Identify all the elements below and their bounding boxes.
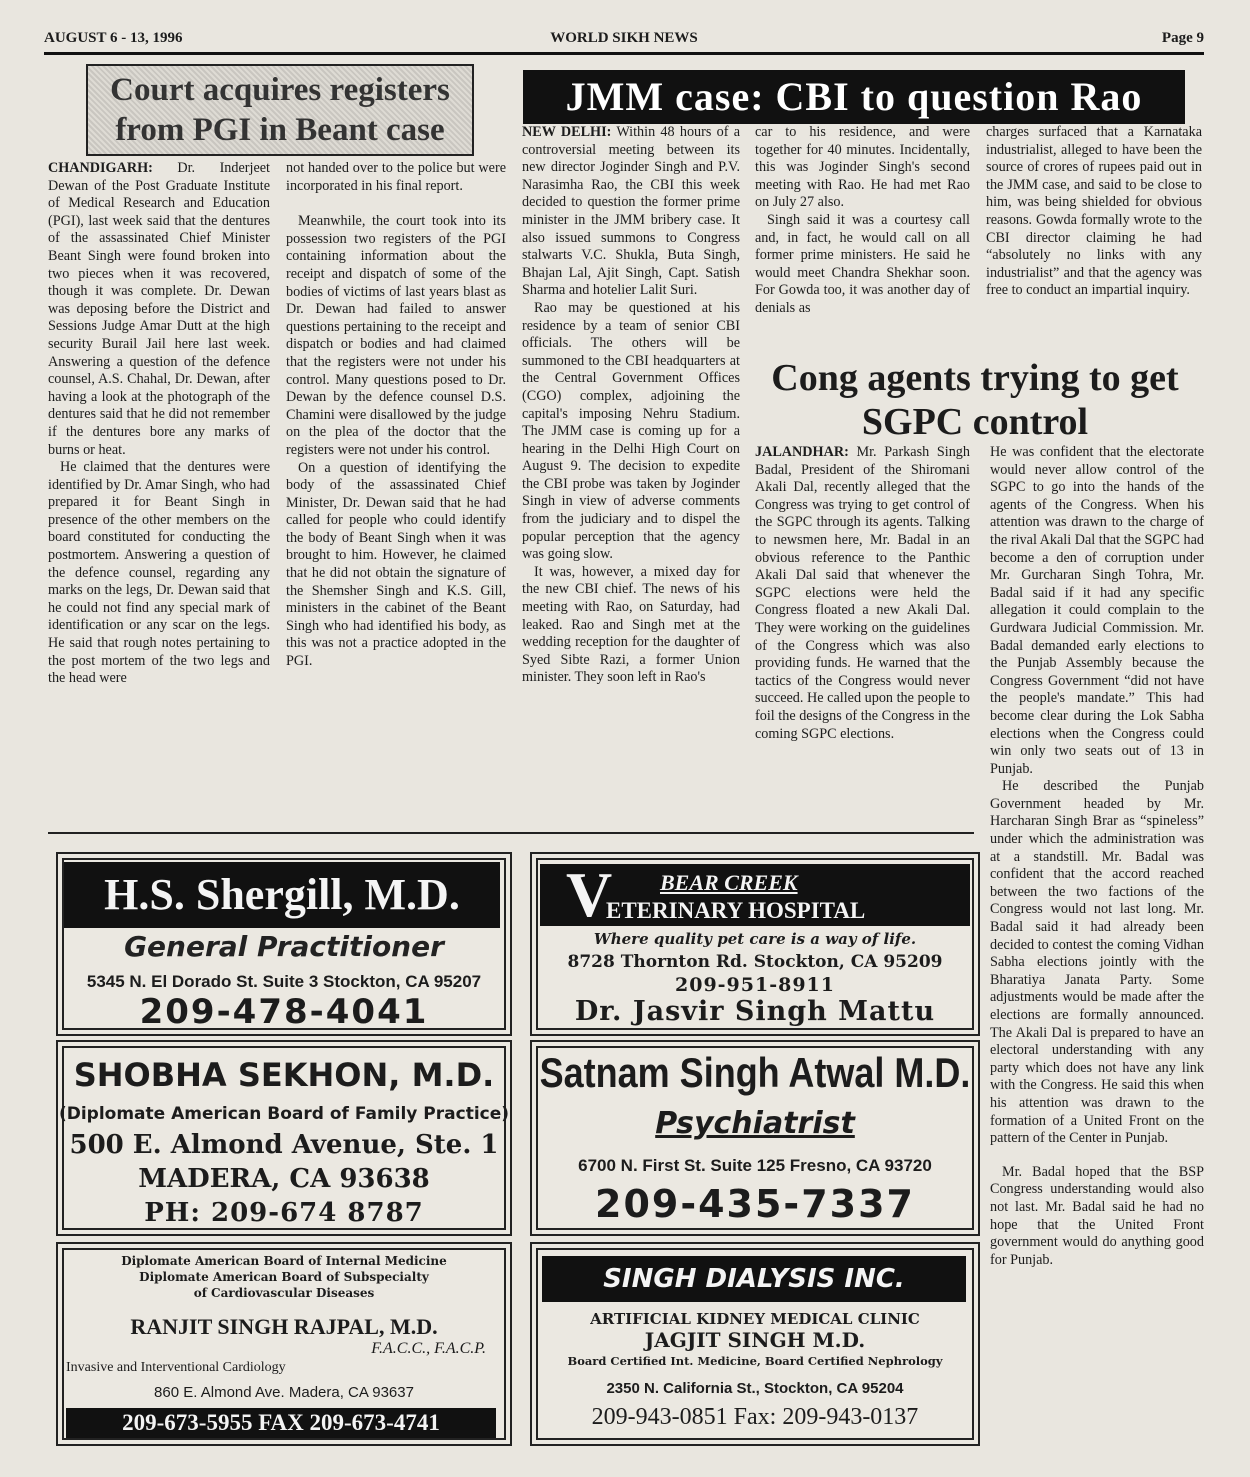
sgpc-paragraph: He described the Punjab Government headed by Mr. Harcharan Singh Brar as “spineless” under which the administration was at a standstill. Mr. Badal was confident that the accord reached between the two factions of the Congress would not last long. Mr. Badal said it had already been decided to contest the coming Vidhan Sabha elections jointly with the Bharatiya Janata Party. Some adjustments would be made after the elections are formally announced. The Akali Dal is prepared to have an electoral understanding with any party which does not have any link with the Congress. He said this when his attention was drawn to the formation of a United Front on the pattern of the Center in Punjab. xyxy=(990,778,1204,1147)
sgpc-column-1 xyxy=(755,444,970,743)
shergill-ad xyxy=(56,852,512,1036)
atwal-title: Psychiatrist xyxy=(655,1106,855,1141)
sgpc-paragraph: Mr. Badal hoped that the BSP Congress understanding would also not last. Mr. Badal said he had no hope that the United Front government would do anything good for Punjab. xyxy=(990,1163,1204,1268)
jmm-paragraph: Rao may be questioned at his residence by a team of senior CBI officials. The others will be summoned to the CBI headquarters at the Central Government Offices (CGO) complex, adjoining the capital's imposing Nehru Stadium. The JMM case is coming up for a hearing in the Delhi High Court on August 9. The decision to expedite the CBI probe was taken by Joginder Singh in view of adverse comments from the judiciary and to dispel the popular perception that the agency was going slow. xyxy=(522,299,740,563)
bearcreek-address: 8728 Thornton Rd. Stockton, CA 95209 xyxy=(567,952,943,972)
bearcreek-ad xyxy=(530,852,980,1036)
bearcreek-banner xyxy=(540,859,970,930)
dialysis-clinic: ARTIFICIAL KIDNEY MEDICAL CLINIC xyxy=(590,1310,920,1328)
rajpal-address: 860 E. Almond Ave. Madera, CA 93637 xyxy=(154,1384,414,1401)
rajpal-creds: F.A.C.C., F.A.C.P. xyxy=(371,1340,486,1357)
sekhon-name: SHOBHA SEKHON, M.D. xyxy=(73,1056,495,1094)
ad-section-rule xyxy=(48,832,974,834)
jmm-column-2 xyxy=(755,124,970,318)
sekhon-street: 500 E. Almond Avenue, Ste. 1 xyxy=(69,1130,499,1160)
issue-date: AUGUST 6 - 13, 1996 xyxy=(44,30,183,46)
rajpal-name: RANJIT SINGH RAJPAL, M.D. xyxy=(130,1314,438,1339)
sgpc-paragraph: Mr. Parkash Singh Badal, President of the Shiromani Akali Dal, recently alleged that the Congress was trying to get control of the SGPC through its agents. Talking to newsmen here, Mr. Badal in an obvious reference to the Panthic Akali Dal said that whenever the SGPC elections were held the Congress floated a new Akali Dal. They were working on the guidelines of the Congress which was also providing funds. He warned that the tactics of the Congress would never succeed. He called upon the people to foil the designs of the Congress in the coming SGPC elections. xyxy=(755,444,970,742)
jmm-dateline: NEW DELHI: xyxy=(522,124,612,140)
page-number: Page 9 xyxy=(1161,30,1204,46)
jmm-paragraph: Singh said it was a courtesy call and, in fact, he would call on all former prime ministers. He said he would meet Chandra Shekhar soon. For Gowda too, it was another day of denials as xyxy=(755,211,970,316)
court-column-2 xyxy=(286,160,506,671)
rajpal-board3: of Cardiovascular Diseases xyxy=(193,1286,375,1300)
atwal-address: 6700 N. First St. Suite 125 Fresno, CA 93720 xyxy=(578,1156,932,1175)
sgpc-paragraph: He was confident that the electorate would never allow control of the SGPC to go into the hands of the agents of the Congress. When his attention was drawn to the charge of the rival Akali Dal that the SGPC had become a den of corruption under Mr. Gurcharan Singh Tohra, Mr. Badal said if it had any specific allegation it could complain to the Gurdwara Judicial Commission. Mr. Badal demanded early elections to the Punjab Assembly because the Congress Government “did not have the people's mandate.” This had become clear during the Lok Sabha elections when the Congress could win only two seats out of 13 in Punjab. xyxy=(990,444,1204,777)
court-paragraph: On a question of identifying the body of the assassinated Chief Minister, Dr. Dewan said that he had called for people who could identify the body of Beant Singh when it was brought to him. However, he claimed that he did not obtain the signature of the Shemsher Singh and K.S. Gill, ministers in the cabinet of the Beant Singh who had identified his body, as this was not a practice adopted in the PGI. xyxy=(286,459,506,670)
bearcreek-tagline: Where quality pet care is a way of life. xyxy=(593,930,917,948)
dialysis-doctor: JAGJIT SINGH M.D. xyxy=(644,1328,866,1352)
court-dateline: CHANDIGARH: xyxy=(48,160,153,176)
shergill-address: 5345 N. El Dorado St. Suite 3 Stockton, CA 95207 xyxy=(86,972,482,991)
atwal-name: Satnam Singh Atwal M.D. xyxy=(539,1048,971,1096)
dialysis-certs: Board Certified Int. Medicine, Board Certified Nephrology xyxy=(567,1354,943,1368)
shergill-name: H.S. Shergill, M.D. xyxy=(64,862,500,928)
bearcreek-initial: V xyxy=(566,859,613,930)
court-paragraph: not handed over to the police but were incorporated in his final report. xyxy=(286,160,506,194)
jmm-paragraph: Within 48 hours of a controversial meeting between its new director Joginder Singh and P.V. Narasimha Rao, the CBI this week decided to question the former prime minister in the JMM bribery case. It also issued summons to Congress stalwarts V.C. Shukla, Buta Singh, Bhajan Lal, Ajit Singh, Capt. Satish Sharma and hotelier Lalit Suri. xyxy=(522,124,740,299)
bearcreek-line1: BEAR CREEK xyxy=(660,870,798,895)
dialysis-address: 2350 N. California St., Stockton, CA 95204 xyxy=(606,1380,904,1397)
dialysis-name: SINGH DIALYSIS INC. xyxy=(542,1256,966,1302)
court-paragraph: He claimed that the dentures were identified by Dr. Amar Singh, who had prepared it for Beant Singh in presence of the other members on the board constituted for conducting the postmortem. Answering a question of the defence counsel, regarding any marks on the legs, Dr. Dewan said that he could not find any special mark of identification or any scar on the legs. He said that rough notes pertaining to the post mortem of the two legs and the head were xyxy=(48,459,270,687)
sgpc-column-2 xyxy=(990,444,1204,1269)
court-paragraph: Dr. Inderjeet Dewan of the Post Graduate Institute of Medical Research and Education (PGI), last week said that the dentures of the assassinated Chief Minister Beant Singh were found broken into two pieces when it was recovered, though it was complete. Dr. Dewan was deposing before the District and Sessions Judge Amar Dutt at the high security Burail Jail here last week. Answering a question of the defence counsel, A.S. Chahal, Dr. Dewan, after having a look at the photograph of the dentures said that he did not remember if the dentures bore any marks of burns or heat. xyxy=(48,160,270,458)
rajpal-phone: 209-673-5955 FAX 209-673-4741 xyxy=(66,1408,496,1438)
sekhon-board: (Diplomate American Board of Family Practice) xyxy=(58,1104,510,1124)
sekhon-city: MADERA, CA 93638 xyxy=(138,1164,430,1194)
shergill-title: General Practitioner xyxy=(124,930,444,963)
bearcreek-line2: ETERINARY HOSPITAL xyxy=(606,898,866,923)
rajpal-specialty: Invasive and Interventional Cardiology xyxy=(66,1360,286,1375)
bearcreek-doctor: Dr. Jasvir Singh Mattu xyxy=(574,996,936,1027)
court-column-1 xyxy=(48,160,270,688)
rajpal-board2: Diplomate American Board of Subspecialty xyxy=(139,1270,429,1284)
masthead xyxy=(44,30,1204,55)
sgpc-dateline: JALANDHAR: xyxy=(755,444,849,460)
rajpal-ad xyxy=(56,1242,512,1446)
sekhon-ad xyxy=(56,1040,512,1236)
rajpal-board1: Diplomate American Board of Internal Medicine xyxy=(121,1254,447,1268)
sekhon-phone: PH: 209-674 8787 xyxy=(144,1198,424,1228)
jmm-paragraph: charges surfaced that a Karnataka industrialist, alleged to have been the source of crores of rupees paid out in the JMM case, and said to be close to him, was being shielded for obvious reasons. Gowda formally wrote to the CBI director claiming he had “absolutely no links with any industrialist” and that the agency was free to conduct an impartial inquiry. xyxy=(986,124,1202,299)
paper-name: WORLD SIKH NEWS xyxy=(550,30,698,46)
bearcreek-phone: 209-951-8911 xyxy=(675,974,835,996)
dialysis-ad xyxy=(530,1242,980,1446)
court-headline: Court acquires registers from PGI in Beant case xyxy=(86,64,474,156)
jmm-paragraph: It was, however, a mixed day for the new CBI chief. The news of his meeting with Rao, on Saturday, had leaked. Rao and Singh met at the wedding reception for the daughter of Syed Sibte Razi, a former Union minister. They soon left in Rao's xyxy=(522,563,740,686)
atwal-ad xyxy=(530,1040,980,1236)
sgpc-headline: Cong agents trying to get SGPC control xyxy=(771,357,1179,443)
court-paragraph: Meanwhile, the court took into its possession two registers of the PGI containing information about the receipt and dispatch of some of the bodies of victims of last years blast as Dr. Dewan had failed to answer questions pertaining to the receipt and dispatch or bodies and had claimed that the registers were not under his control. Many questions posed to Dr. Dewan by the defence counsel D.S. Chamini were disallowed by the judge on the plea of the doctor that the registers were not under his control. xyxy=(286,213,506,458)
atwal-phone: 209-435-7337 xyxy=(595,1182,915,1226)
jmm-headline: JMM case: CBI to question Rao xyxy=(523,70,1185,124)
jmm-column-1 xyxy=(522,124,740,687)
jmm-column-3 xyxy=(986,124,1202,300)
dialysis-phone: 209-943-0851 Fax: 209-943-0137 xyxy=(591,1404,919,1430)
jmm-paragraph: car to his residence, and were together for 40 minutes. Incidentally, this was Joginder Singh's second meeting with Rao. He had met Rao on July 27 also. xyxy=(755,124,970,211)
shergill-phone: 209-478-4041 xyxy=(139,992,429,1032)
